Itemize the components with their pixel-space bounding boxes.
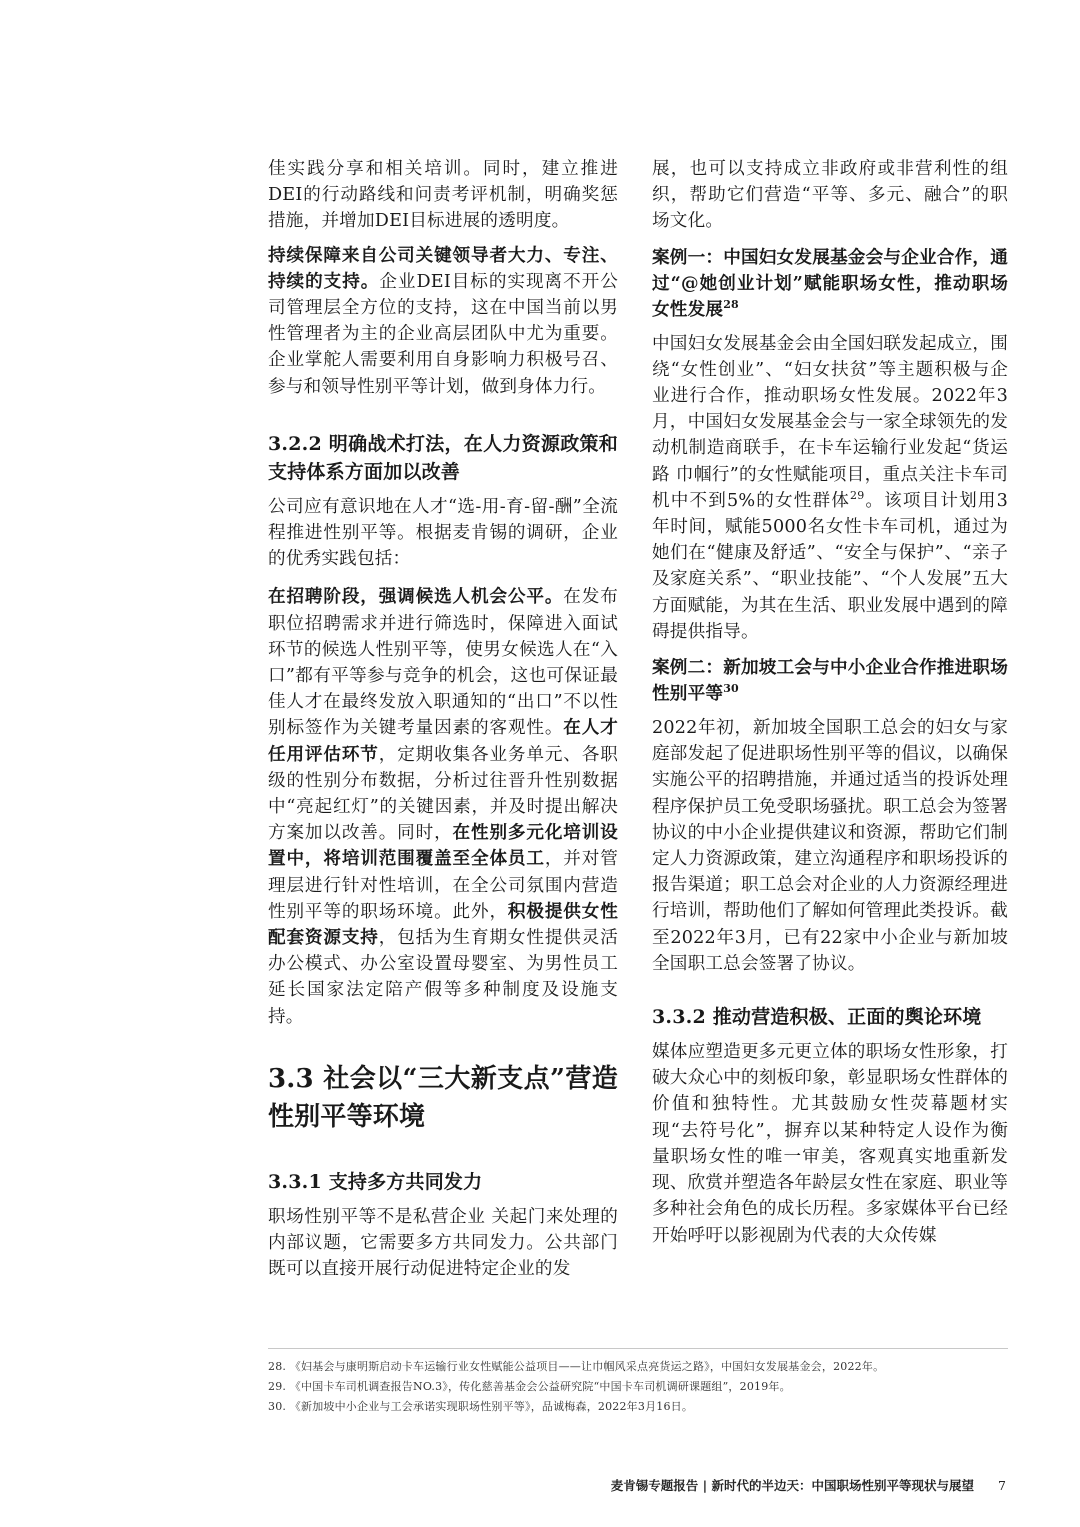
section-heading-3-3: 3.3 社会以“三大新支点”营造性别平等环境 [268, 1063, 618, 1132]
paragraph: 职场性别平等不是私营企业 关起门来处理的内部议题，它需要多方共同发力。公共部门既可以直接开展行动促进特定企业的发 [268, 1206, 618, 1280]
paragraph-text: 企业DEI目标的实现离不开公司管理层全方位的支持，这在中国当前以男性管理者为主的企业高层团队中尤为重要。企业掌舵人需要利用自身影响力积极号召、参与和领导性别平等计划，做到身体力行。 [268, 271, 619, 397]
paragraph: 公司应有意识地在人才“选-用-育-留-酬”全流程推进性别平等。根据麦肯锡的调研，企业的优秀实践包括： [268, 496, 618, 570]
footnote-30: 30. 《新加坡中小企业与工会承诺实现职场性别平等》，品诚梅森，2022年3月16日。 [268, 1400, 694, 1413]
footnote-ref: 30 [723, 682, 739, 696]
footnotes [268, 1348, 1008, 1417]
paragraph: 展，也可以支持成立非政府或非营利性的组织，帮助它们营造“平等、多元、融合”的职场文化。 [652, 159, 1008, 232]
paragraph [268, 584, 618, 1029]
paragraph-text: 在发布职位招聘需求并进行筛选时，保障进入面试环节的候选人性别平等，使男女候选人在“入口”都有平等参与竞争的机会，这也可保证最佳人才在最终发放入职通知的“出口”不以性别标签作为关键考量因素的客观性。 [268, 587, 619, 739]
paragraph: 2022年初，新加坡全国职工总会的妇女与家庭部发起了促进职场性别平等的倡议，以确保实施公平的招聘措施，并通过适当的投诉处理程序保护员工免受职场骚扰。职工总会为签署协议的中小企业提供建议和资源，帮助它们制定人力资源政策，建立沟通程序和职场投诉的报告渠道；职工总会对企业的人力资源经理进行培训，帮助他们了解如何管理此类投诉。截至2022年3月，已有22家中小企业与新加坡全国职工总会签署了协议。 [652, 718, 1008, 974]
footnote-ref: 29 [850, 488, 865, 502]
section-heading-3-3-1: 3.3.1 支持多方共同发力 [268, 1170, 483, 1193]
footnote-29: 29. 《中国卡车司机调查报告NO.3》，传化慈善基金会公益研究院“中国卡车司机调研课题组”，2019年。 [268, 1380, 791, 1393]
paragraph-text: ，并对管理层进行针对性培训，在全公司氛围内营造性别平等的职场环境。此外， [268, 849, 618, 922]
section-heading-3-2-2: 3.2.2 明确战术打法，在人力资源政策和支持体系方面加以改善 [268, 432, 618, 483]
bold-phrase: 在人才任用评估环节 [268, 717, 619, 765]
bold-phrase: 在性别多元化培训设置中，将培训范围覆盖至全体员工 [268, 822, 618, 870]
paragraph: 媒体应塑造更多元更立体的职场女性形象，打破大众心中的刻板印象，彰显职场女性群体的价值和独特性。尤其鼓励女性荧幕题材实现“去符号化”，摒弃以某种特定人设作为衡量职场女性的唯一审美，客观真实地重新发现、欣赏并塑造各年龄层女性在家庭、职业等多种社会角色的成长历程。多家媒体平台已经开始呼吁以影视剧为代表的大众传媒 [652, 1042, 1008, 1246]
case-study-2-title [652, 655, 1008, 707]
paragraph [268, 243, 618, 400]
page-footer [611, 1476, 1006, 1494]
paragraph-text: ，包括为生育期女性提供灵活办公模式、办公室设置母婴室、为男性员工延长国家法定陪产假等多种制度及设施支持。 [268, 928, 618, 1027]
bold-phrase: 积极提供女性配套资源支持 [268, 900, 618, 949]
bold-lead: 在招聘阶段，强调候选人机会公平。 [268, 586, 564, 608]
case-title-text: 案例二：新加坡工会与中小企业合作推进职场性别平等 [652, 657, 1008, 705]
case-study-1-title [652, 245, 1008, 323]
bold-lead: 持续保障来自公司关键领导者大力、专注、持续的支持。 [268, 244, 618, 292]
paragraph-text: 中国妇女发展基金会由全国妇联发起成立，围绕“女性创业”、“妇女扶贫”等主题积极与企业进行合作，推动职场女性发展。2022年3月，中国妇女发展基金会与一家全球领先的发动机制造商联手，在卡车运输行业发起“货运路 巾帼行”的女性赋能项目，重点关注卡车司机中不到5%的女性群体 [652, 333, 1008, 511]
paragraph [652, 331, 1008, 645]
footer-report-title: 麦肯锡专题报告 | 新时代的半边天：中国职场性别平等现状与展望 [610, 1478, 975, 1493]
page-number: 7 [998, 1478, 1006, 1493]
right-column [652, 156, 1008, 1249]
paragraph-text: ，定期收集各业务单元、各职级的性别分布数据，分析过往晋升性别数据中“亮起红灯”的关键因素，并及时提出解决方案加以改善。同时， [268, 744, 618, 844]
section-heading-3-3-2: 3.3.2 推动营造积极、正面的舆论环境 [652, 1006, 982, 1029]
case-title-text: 案例一：中国妇女发展基金会与企业合作，通过“@她创业计划”赋能职场女性，推动职场女性发展 [652, 246, 1008, 320]
paragraph: 佳实践分享和相关培训。同时，建立推进DEI的行动路线和问责考评机制，明确奖惩措施，并增加DEI目标进展的透明度。 [268, 159, 618, 232]
footnote-ref: 28 [723, 297, 739, 311]
footnote-28: 28. 《妇基会与康明斯启动卡车运输行业女性赋能公益项目——让巾帼风采点亮货运之路》，中国妇女发展基金会，2022年。 [268, 1360, 885, 1373]
left-column [268, 156, 618, 1283]
paragraph-text: 。该项目计划用3年时间，赋能5000名女性卡车司机，通过为她们在“健康及舒适”、“安全与保护”、“亲子及家庭关系”、“职业技能”、“个人发展”五大方面赋能，为其在生活、职业发展中遇到的障碍提供指导。 [652, 490, 1008, 642]
